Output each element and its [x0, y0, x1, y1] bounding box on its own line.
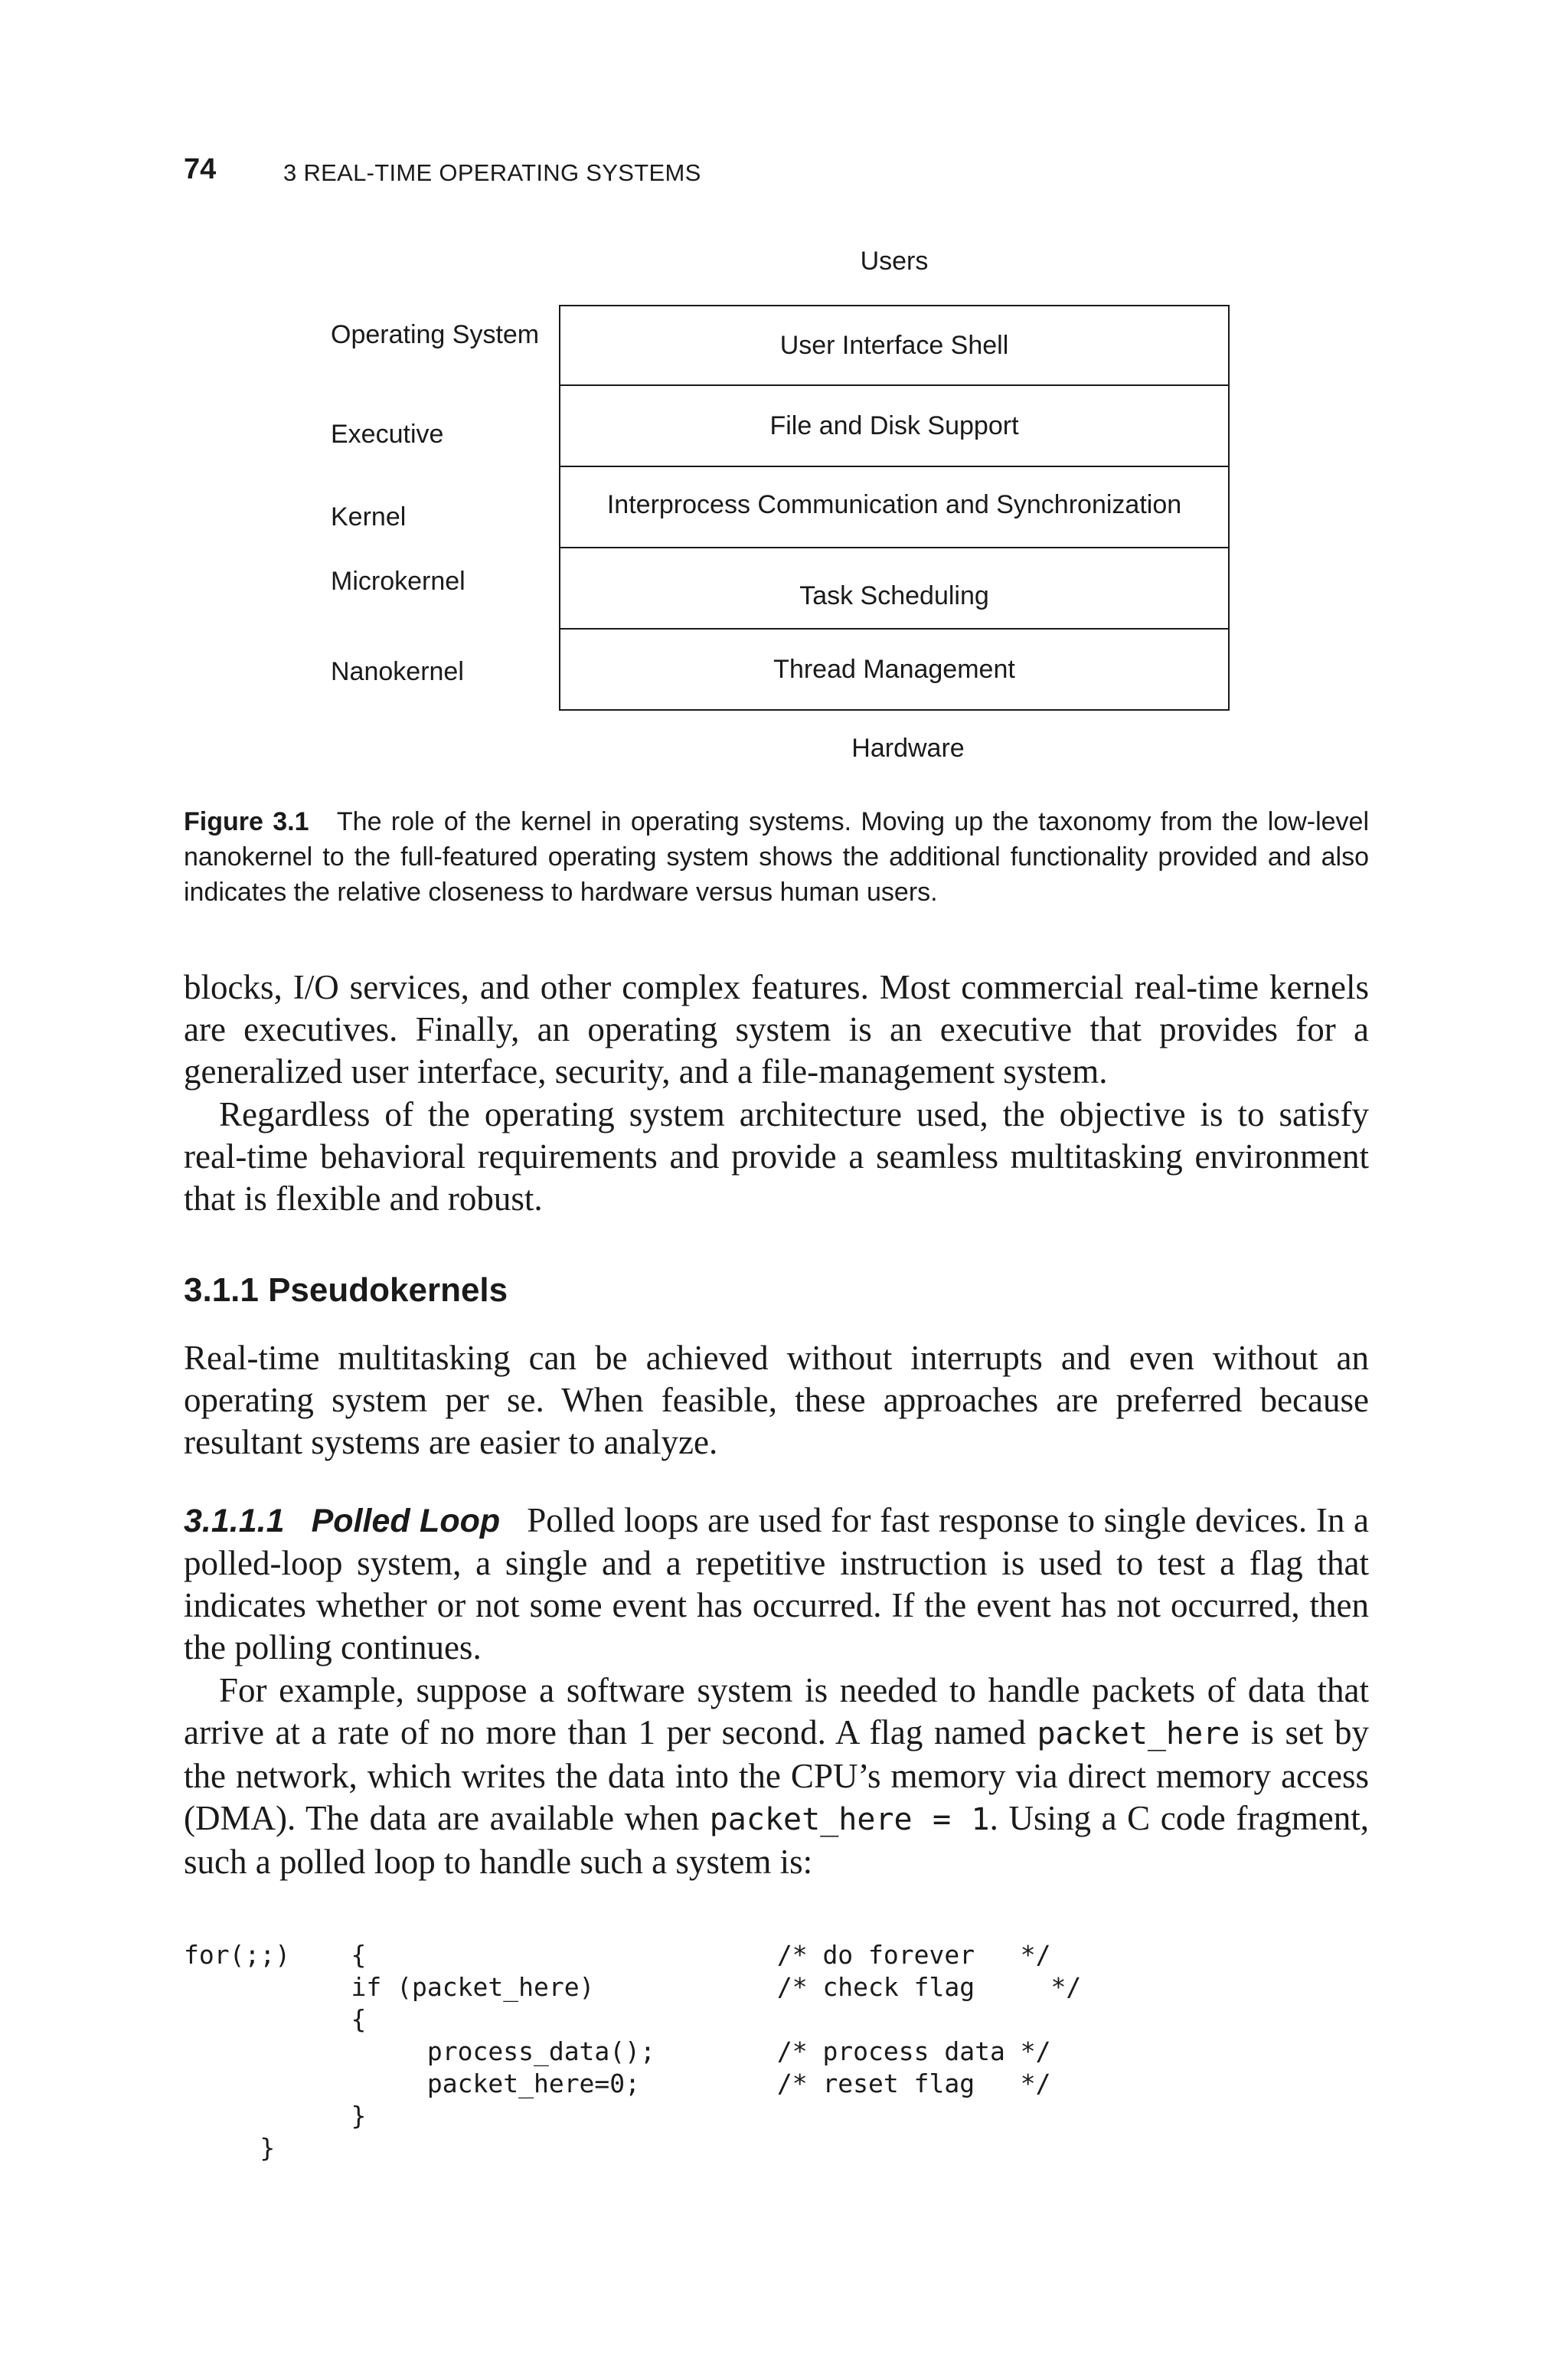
layer-label: Thread Management [773, 654, 1015, 684]
layer-label: Interprocess Communication and Synchronization [606, 490, 1182, 519]
caption-label: Figure 3.1 [184, 807, 309, 836]
body-paragraph: blocks, I/O services, and other complex features. Most commercial real-time kernels are executives. Finally, an operating system is an executive that provides for a generalized user interface, security, and a file-management system. [184, 968, 1369, 1091]
caption-text: The role of the kernel in operating systems. Moving up the taxonomy from the low-level nanokernel to the full-featured operating system shows the additional functionality provided and also indicates the relative closeness to hardware versus human users. [184, 807, 1370, 907]
section-heading: 3.1.1 Pseudokernels [184, 1271, 508, 1309]
subsection-text: Polled loops are used for fast response to single devices. In a polled-loop system, a single and a repetitive instruction is used to test a flag that indicates whether or not some event has occurred. If the event has not occurred, then the polling continues. [184, 1501, 1369, 1666]
running-head: 3 REAL-TIME OPERATING SYSTEMS [283, 159, 701, 186]
figure-label-users: Users [860, 247, 929, 276]
figure-left-label-executive: Executive [331, 420, 444, 449]
body-paragraph: Regardless of the operating system architecture used, the objective is to satisfy real-time behavioral requirements and provide a seamless multitasking environment that is flexible and robust. [184, 1095, 1369, 1218]
code-line: if (packet_here) /* check flag */ [184, 1972, 1082, 2002]
figure-label-hardware: Hardware [851, 734, 965, 763]
code-line: } [184, 2101, 367, 2131]
code-line: for(;;) { /* do forever */ [184, 1940, 1051, 1970]
para-text: is set by the network, which writes the data into the CPU’s memory via direct memory access (DMA). The data are available when [184, 1713, 1369, 1837]
figure-left-label-kernel: Kernel [331, 502, 407, 531]
body-paragraph [184, 1670, 1369, 1883]
figure-left-label-microkernel: Microkernel [331, 567, 466, 596]
layer-label: User Interface Shell [779, 330, 1009, 360]
code-line: } [184, 2133, 276, 2163]
figure-caption [184, 804, 1369, 910]
figure-left-label-nanokernel: Nanokernel [331, 657, 464, 686]
subsection-paragraph [184, 1500, 1369, 1669]
code-line: packet_here=0; /* reset flag */ [184, 2069, 1051, 2098]
layer-label: Task Scheduling [799, 581, 989, 610]
layer-file-and-disk-support [559, 386, 1230, 467]
layer-user-interface-shell [559, 305, 1230, 386]
subsection-number: 3.1.1.1 [184, 1503, 285, 1539]
subsection-title: Polled Loop [311, 1503, 501, 1539]
code-line: process_data(); /* process data */ [184, 2036, 1051, 2066]
layer-label: File and Disk Support [769, 410, 1019, 440]
body-paragraph: Real-time multitasking can be achieved without interrupts and even without an operating system per se. When feasible, these approaches are preferred because resultant systems are easier to analyze. [184, 1339, 1369, 1461]
page-number: 74 [184, 153, 217, 185]
code-line: { [184, 2004, 367, 2034]
para-text: For example, suppose a software system is needed to handle packets of data that arrive at a rate of no more than 1 per second. A flag named [184, 1671, 1369, 1751]
inline-code: packet_here = 1 [709, 1802, 990, 1837]
para-text: . Using a C code fragment, such a polled loop to handle such a system is: [184, 1799, 1370, 1881]
figure-left-label-operating-system: Operating System [331, 320, 540, 349]
layer-task-scheduling [559, 548, 1230, 630]
layer-thread-management [559, 630, 1230, 711]
layer-ipc-and-synchronization [559, 467, 1230, 548]
inline-code: packet_here [1037, 1716, 1240, 1751]
